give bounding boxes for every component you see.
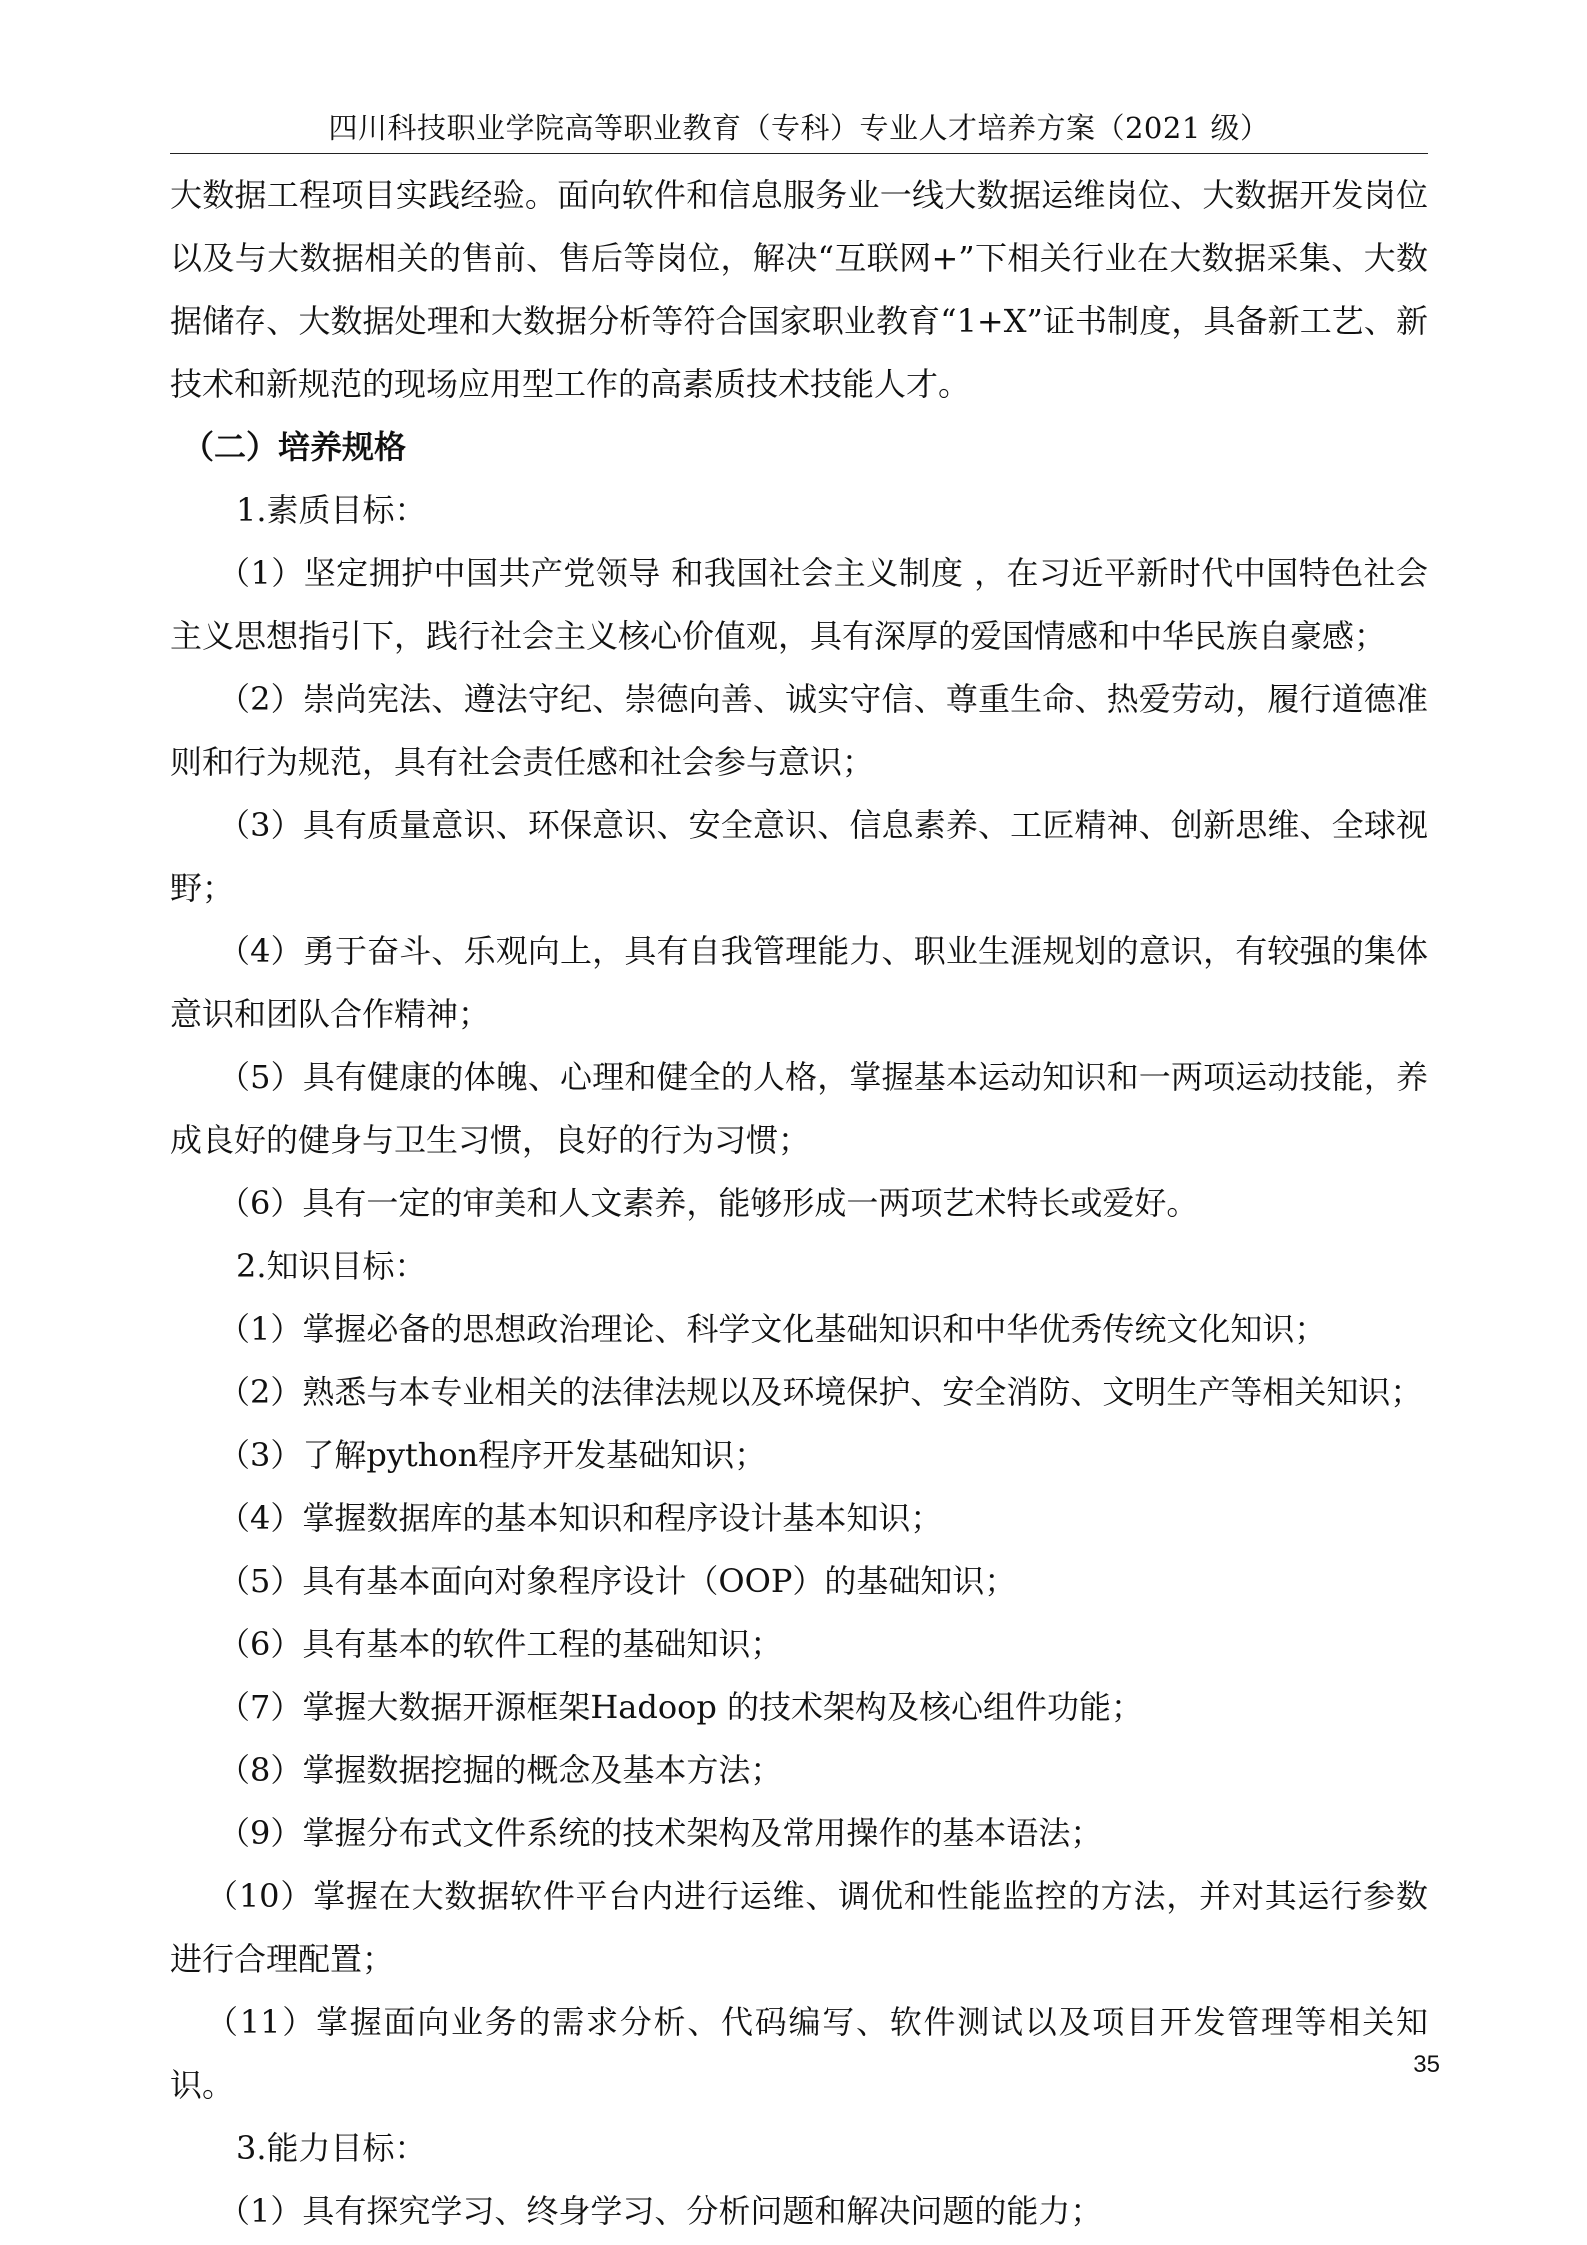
knowledge-item-9: （9）掌握分布式文件系统的技术架构及常用操作的基本语法； <box>218 1814 1103 1852</box>
ability-heading: 3.能力目标： <box>236 2129 427 2167</box>
quality-item-3: （3）具有质量意识、环保意识、安全意识、信息素养、工匠精神、创新思维、全球视野； <box>170 806 1428 907</box>
quality-item-6: （6）具有一定的审美和人文素养，能够形成一两项艺术特长或爱好。 <box>218 1184 1199 1222</box>
knowledge-item-4: （4）掌握数据库的基本知识和程序设计基本知识； <box>218 1499 943 1537</box>
knowledge-item-8: （8）掌握数据挖掘的概念及基本方法； <box>218 1751 783 1789</box>
page-header: 四川科技职业学院高等职业教育（专科）专业人才培养方案（2021 级） <box>328 111 1270 145</box>
quality-item-5: （5）具有健康的体魄、心理和健全的人格，掌握基本运动知识和一两项运动技能，养成良好的健身与卫生习惯，良好的行为习惯； <box>170 1058 1428 1159</box>
knowledge-item-10: （10）掌握在大数据软件平台内进行运维、调优和性能监控的方法，并对其运行参数进行合理配置； <box>170 1877 1428 1978</box>
page-number: 35 <box>1413 2051 1440 2078</box>
knowledge-item-3: （3）了解python程序开发基础知识； <box>218 1436 767 1474</box>
knowledge-item-1: （1）掌握必备的思想政治理论、科学文化基础知识和中华优秀传统文化知识； <box>218 1310 1327 1348</box>
knowledge-item-7: （7）掌握大数据开源框架Hadoop 的技术架构及核心组件功能； <box>218 1688 1144 1726</box>
page-content <box>170 164 1428 2243</box>
quality-item-1: （1）坚定拥护中国共产党领导 和我国社会主义制度 ，在习近平新时代中国特色社会主义思想指引下，践行社会主义核心价值观，具有深厚的爱国情感和中华民族自豪感； <box>170 554 1428 655</box>
knowledge-item-6: （6）具有基本的软件工程的基础知识； <box>218 1625 783 1663</box>
header-divider <box>170 153 1428 154</box>
knowledge-item-5: （5）具有基本面向对象程序设计（OOP）的基础知识； <box>218 1562 1017 1600</box>
knowledge-heading: 2.知识目标： <box>236 1247 427 1285</box>
quality-heading: 1.素质目标： <box>236 491 427 529</box>
intro-paragraph: 大数据工程项目实践经验。面向软件和信息服务业一线大数据运维岗位、大数据开发岗位以及与大数据相关的售前、售后等岗位，解决“互联网+”下相关行业在大数据采集、大数据储存、大数据处理和大数据分析等符合国家职业教育“1+X”证书制度，具备新工艺、新技术和新规范的现场应用型工作的高素质技术技能人才。 <box>170 176 1428 403</box>
quality-item-2: （2）崇尚宪法、遵法守纪、崇德向善、诚实守信、尊重生命、热爱劳动，履行道德准则和行为规范，具有社会责任感和社会参与意识； <box>170 680 1428 781</box>
section-heading: （二）培养规格 <box>182 428 407 466</box>
knowledge-item-11: （11）掌握面向业务的需求分析、代码编写、软件测试以及项目开发管理等相关知识。 <box>170 2003 1428 2104</box>
knowledge-item-2: （2）熟悉与本专业相关的法律法规以及环境保护、安全消防、文明生产等相关知识； <box>218 1373 1423 1411</box>
quality-item-4: （4）勇于奋斗、乐观向上，具有自我管理能力、职业生涯规划的意识，有较强的集体意识和团队合作精神； <box>170 932 1428 1033</box>
ability-item-1: （1）具有探究学习、终身学习、分析问题和解决问题的能力； <box>218 2192 1103 2230</box>
